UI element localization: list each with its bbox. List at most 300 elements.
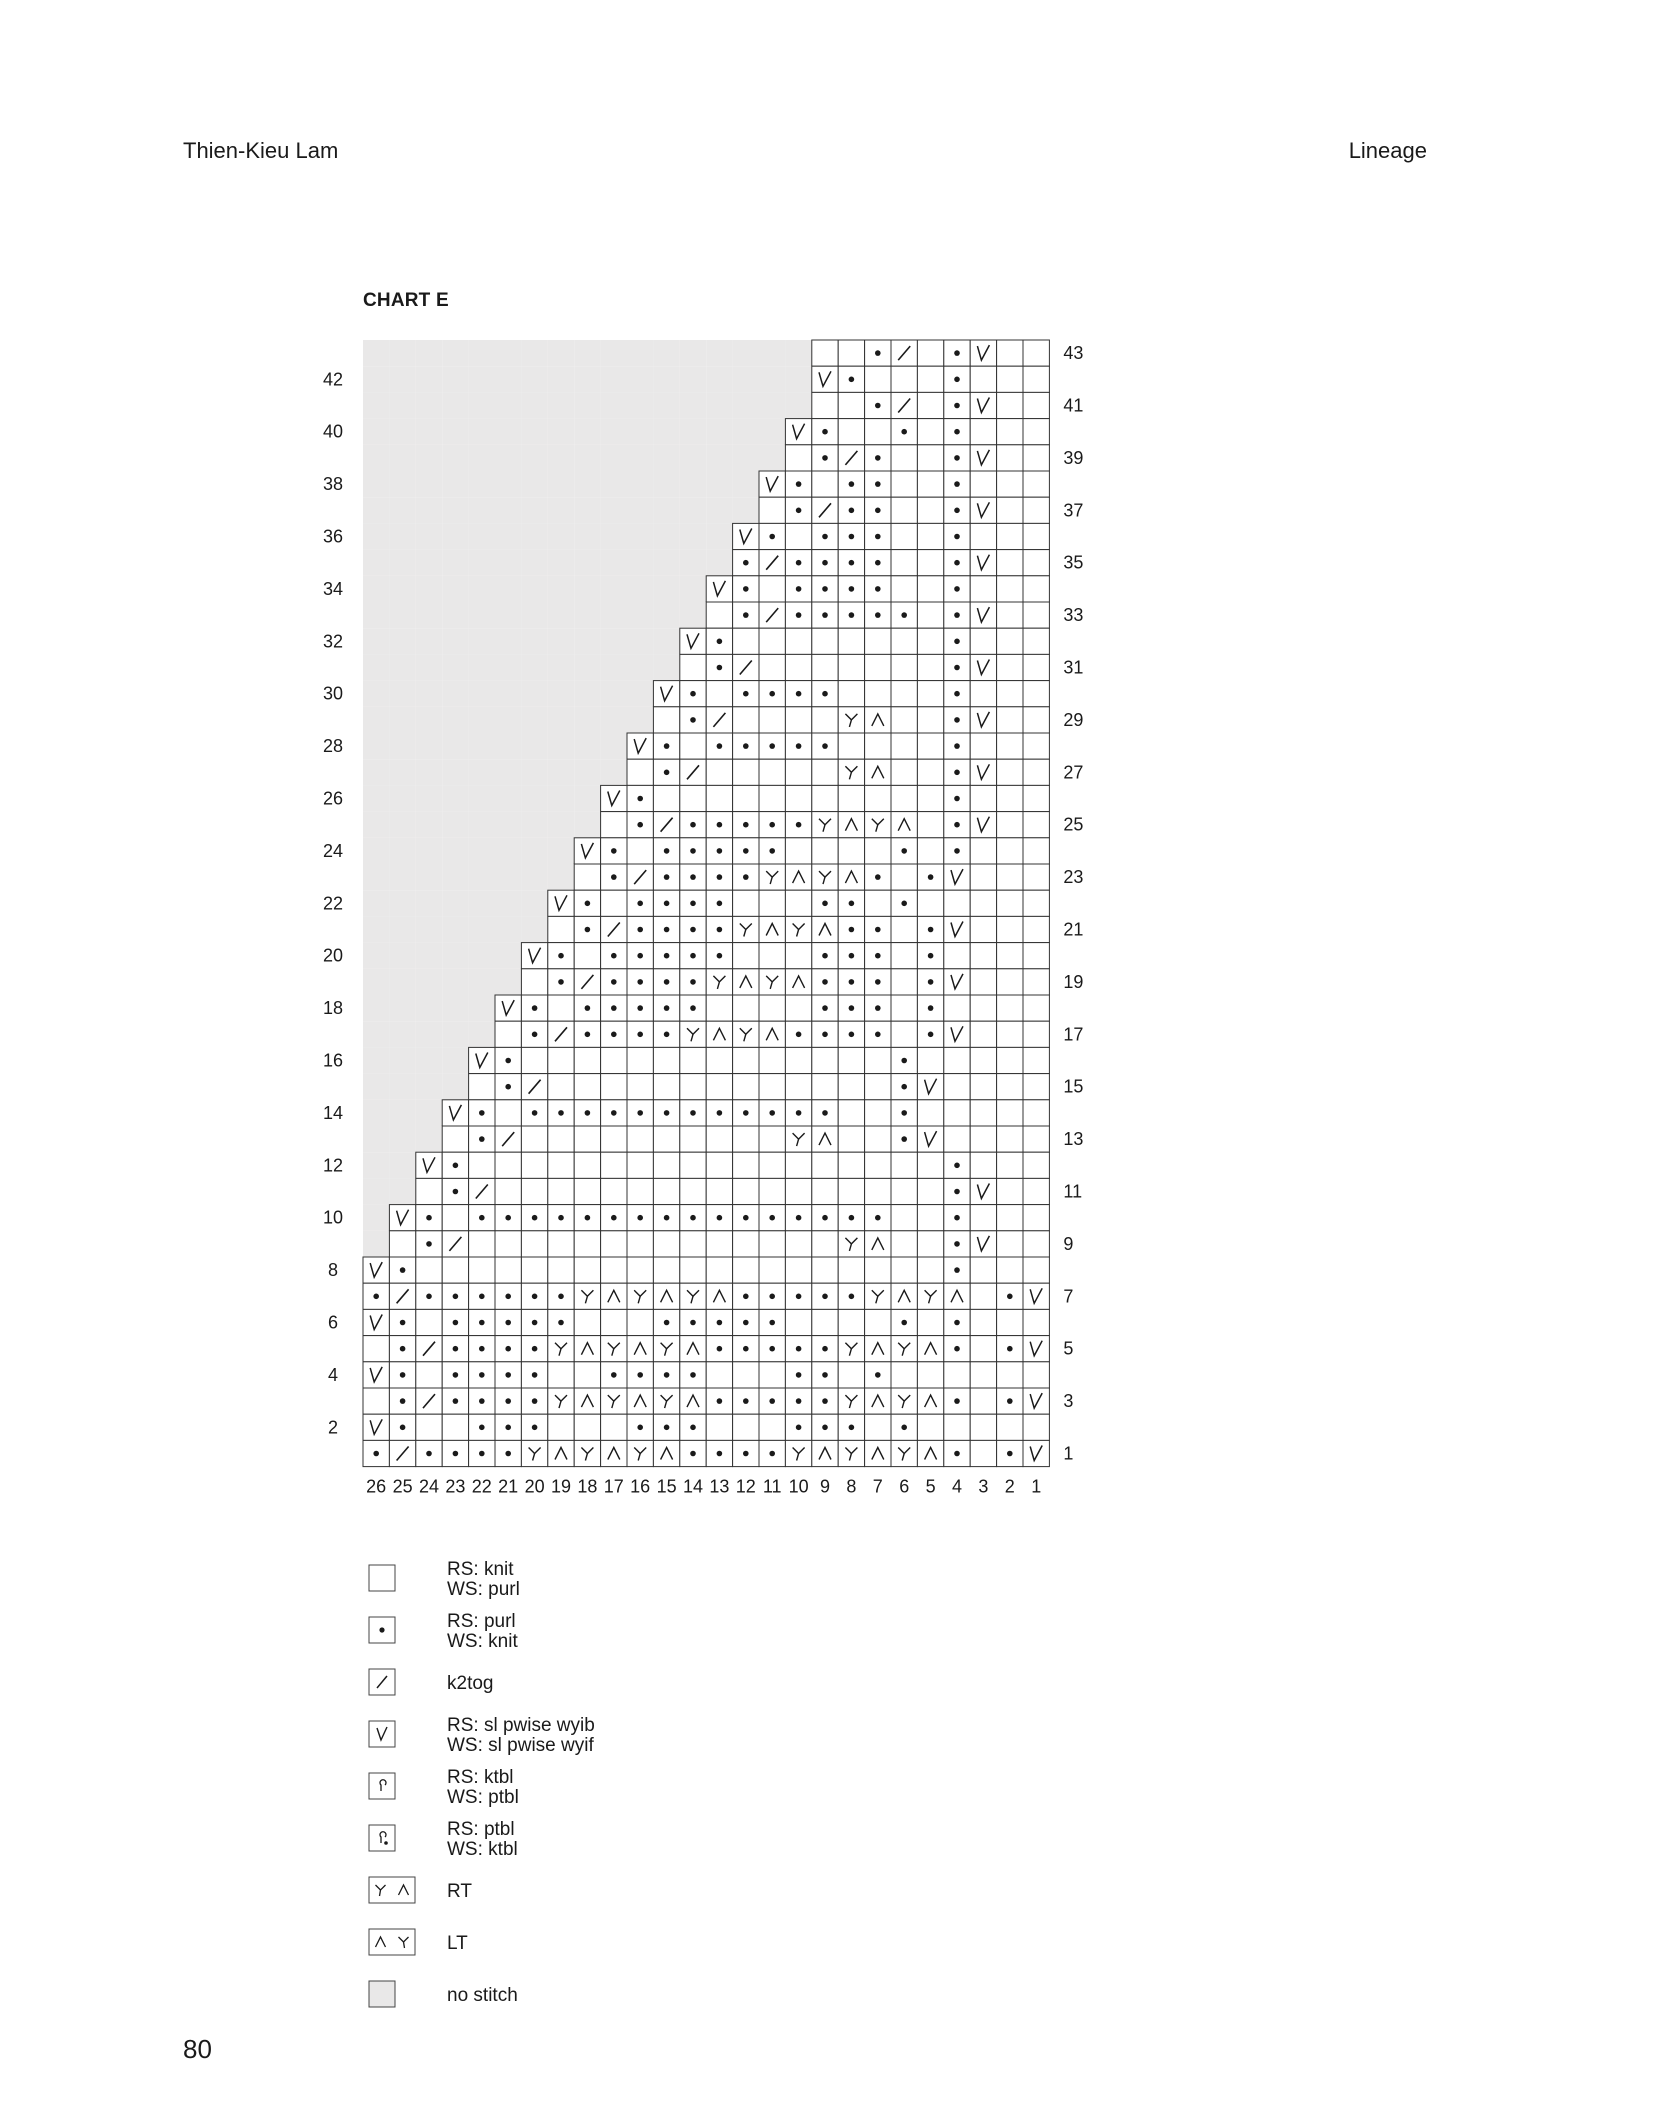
chart-cell [759,392,785,418]
chart-cell [574,1336,600,1362]
chart-cell [680,969,706,995]
chart-cell [865,497,891,523]
chart-cell [521,445,547,471]
chart-cell [521,916,547,942]
row-number-right: 23 [1063,867,1084,888]
chart-cell [812,785,838,811]
chart-cell [706,1414,732,1440]
chart-cell [495,654,521,680]
chart-cell [944,916,970,942]
chart-cell [865,995,891,1021]
chart-cell [891,1021,917,1047]
chart-cell [917,1309,943,1335]
chart-cell [469,419,495,445]
chart-cell [653,1074,679,1100]
chart-cell [891,1362,917,1388]
chart-cell [442,654,468,680]
chart-cell [363,759,389,785]
chart-cell [680,654,706,680]
chart-cell [521,785,547,811]
chart-cell [548,916,574,942]
chart-cell [627,812,653,838]
chart-cell [891,1205,917,1231]
chart-cell [469,890,495,916]
chart-cell [389,1074,415,1100]
chart-cell [733,340,759,366]
chart-cell [891,1152,917,1178]
chart-cell [785,1047,811,1073]
chart-cell [601,576,627,602]
chart-cell [706,838,732,864]
chart-cell [416,1074,442,1100]
chart-cell [997,602,1023,628]
chart-cell [917,785,943,811]
chart-cell [521,890,547,916]
chart-cell [759,419,785,445]
chart-cell [1023,497,1049,523]
row-number-left: 6 [327,1312,339,1333]
chart-cell [363,1414,389,1440]
chart-cell [838,1126,864,1152]
chart-cell [389,340,415,366]
chart-cell [1023,1100,1049,1126]
chart-cell [521,838,547,864]
chart-cell [363,707,389,733]
chart-cell [442,1388,468,1414]
chart-cell [706,1336,732,1362]
chart-cell [442,1336,468,1362]
chart-cell [706,523,732,549]
chart-cell [469,943,495,969]
chart-cell [891,785,917,811]
chart-cell [865,523,891,549]
chart-cell [759,943,785,969]
chart-cell [601,707,627,733]
legend-item-knit [368,1560,868,1600]
chart-cell [733,654,759,680]
chart-cell [627,471,653,497]
chart-cell [759,838,785,864]
chart-cell [917,1362,943,1388]
chart-cell [838,995,864,1021]
chart-cell [521,969,547,995]
chart-cell [680,1178,706,1204]
purl-symbol-icon [368,1616,394,1642]
chart-cell [970,550,996,576]
chart-cell [469,916,495,942]
column-number: 12 [735,1476,756,1497]
row-number-left: 28 [322,736,344,757]
chart-cell [970,602,996,628]
chart-cell [469,812,495,838]
chart-cell [706,681,732,707]
chart-cell [917,733,943,759]
chart-cell [891,1309,917,1335]
chart-cell [865,1074,891,1100]
chart-cell [389,1100,415,1126]
chart-cell [495,523,521,549]
chart-cell [917,1283,943,1309]
chart-cell [997,1336,1023,1362]
chart-cell [469,838,495,864]
column-number: 16 [630,1476,651,1497]
chart-cell [759,497,785,523]
chart-cell [970,1309,996,1335]
chart-cell [970,1021,996,1047]
chart-cell [601,812,627,838]
chart-cell [495,995,521,1021]
chart-cell [759,1309,785,1335]
chart-cell [521,707,547,733]
chart-cell [917,628,943,654]
chart-cell [521,1283,547,1309]
chart-cell [601,1309,627,1335]
chart-cell [363,864,389,890]
chart-cell [521,1336,547,1362]
chart-cell [706,969,732,995]
chart-cell [574,523,600,549]
chart-cell [416,1152,442,1178]
chart-cell [653,1231,679,1257]
chart-cell [944,340,970,366]
chart-cell [1023,707,1049,733]
chart-cell [627,576,653,602]
chart-cell [891,576,917,602]
chart-cell [442,1205,468,1231]
chart-cell [469,1283,495,1309]
column-number: 25 [392,1476,413,1497]
chart-cell [363,838,389,864]
chart-cell [416,523,442,549]
chart-cell [601,943,627,969]
chart-cell [706,1178,732,1204]
column-number: 7 [872,1476,883,1497]
chart-cell [653,838,679,864]
chart-cell [785,864,811,890]
chart-cell [865,1283,891,1309]
chart-cell [416,890,442,916]
chart-cell [680,916,706,942]
chart-cell [944,602,970,628]
chart-cell [706,497,732,523]
chart-cell [521,576,547,602]
chart-cell [653,890,679,916]
chart-cell [706,366,732,392]
chart-cell [416,733,442,759]
chart-cell [680,497,706,523]
chart-cell [865,550,891,576]
chart-cell [970,419,996,445]
chart-cell [812,340,838,366]
chart-cell [574,602,600,628]
chart-cell [389,445,415,471]
chart-cell [1023,1126,1049,1152]
chart-cell [891,890,917,916]
chart-cell [469,1205,495,1231]
chart-cell [997,943,1023,969]
chart-cell [759,1126,785,1152]
chart-cell [970,1205,996,1231]
row-number-right: 1 [1063,1443,1074,1464]
chart-cell [759,576,785,602]
chart-cell [548,1440,574,1466]
chart-cell [997,1126,1023,1152]
chart-cell [785,838,811,864]
chart-cell [733,628,759,654]
chart-cell [865,1257,891,1283]
chart-cell [997,838,1023,864]
chart-cell [838,1152,864,1178]
chart-cell [495,1021,521,1047]
chart-cell [944,1178,970,1204]
chart-cell [469,969,495,995]
chart-cell [997,733,1023,759]
chart-cell [733,812,759,838]
chart-cell [495,1309,521,1335]
row-number-left: 18 [322,998,344,1019]
chart-cell [601,1388,627,1414]
chart-cell [389,1309,415,1335]
chart-cell [363,1257,389,1283]
chart-cell [601,1414,627,1440]
chart-cell [363,916,389,942]
chart-cell [389,392,415,418]
chart-cell [574,812,600,838]
chart-cell [970,576,996,602]
chart-cell [548,1074,574,1100]
row-number-left: 24 [322,840,344,861]
chart-cell [838,707,864,733]
chart-cell [865,419,891,445]
chart-cell [838,1074,864,1100]
chart-cell [997,497,1023,523]
row-number-right: 5 [1063,1338,1074,1359]
chart-cell [997,759,1023,785]
chart-cell [917,1440,943,1466]
chart-cell [785,602,811,628]
chart-cell [733,1100,759,1126]
chart-cell [944,471,970,497]
chart-cell [574,1074,600,1100]
chart-cell [389,1021,415,1047]
chart-cell [733,707,759,733]
chart-cell [363,1021,389,1047]
chart-cell [733,916,759,942]
chart-cell [838,471,864,497]
chart-cell [865,707,891,733]
chart-cell [970,366,996,392]
chart-cell [733,733,759,759]
chart-cell [416,445,442,471]
chart-cell [469,759,495,785]
column-number: 5 [925,1476,936,1497]
chart-cell [891,340,917,366]
chart-cell [442,864,468,890]
chart-cell [785,916,811,942]
chart-cell [680,1100,706,1126]
chart-cell [548,340,574,366]
chart-cell [574,1257,600,1283]
row-number-right: 27 [1063,762,1084,783]
chart-cell [469,471,495,497]
chart-cell [416,550,442,576]
chart-cell [442,366,468,392]
chart-cell [970,1440,996,1466]
chart-cell [680,759,706,785]
chart-cell [759,759,785,785]
chart-cell [495,969,521,995]
chart-cell [706,340,732,366]
chart-cell [469,1388,495,1414]
chart-cell [997,1100,1023,1126]
chart-cell [363,419,389,445]
chart-cell [733,602,759,628]
row-number-right: 33 [1063,605,1084,626]
chart-cell [521,1100,547,1126]
chart-cell [785,1440,811,1466]
chart-cell [944,1362,970,1388]
chart-cell [812,1362,838,1388]
chart-cell [680,995,706,1021]
chart-cell [733,471,759,497]
chart-cell [1023,1309,1049,1335]
chart-cell [1023,916,1049,942]
chart-cell [574,943,600,969]
chart-cell [653,995,679,1021]
chart-cell [917,1231,943,1257]
chart-cell [653,1205,679,1231]
chart-cell [944,759,970,785]
chart-cell [601,733,627,759]
chart-cell [970,943,996,969]
chart-cell [706,602,732,628]
chart-cell [706,628,732,654]
chart-cell [442,1283,468,1309]
chart-cell [442,497,468,523]
chart-cell [469,1231,495,1257]
chart-cell [653,916,679,942]
chart-cell [442,890,468,916]
chart-cell [997,1021,1023,1047]
chart-cell [997,366,1023,392]
chart-cell [653,707,679,733]
chart-cell [495,1336,521,1362]
chart-cell [521,602,547,628]
chart-cell [970,995,996,1021]
chart-cell [389,943,415,969]
chart-cell [416,1388,442,1414]
chart-cell [997,812,1023,838]
chart-cell [1023,550,1049,576]
chart-cell [521,1205,547,1231]
chart-cell [838,1257,864,1283]
chart-cell [785,419,811,445]
chart-cell [970,340,996,366]
chart-cell [416,602,442,628]
chart-cell [759,1178,785,1204]
chart-cell [653,340,679,366]
chart-cell [733,1047,759,1073]
chart-cell [389,550,415,576]
chart-cell [865,628,891,654]
chart-cell [838,1021,864,1047]
chart-cell [389,628,415,654]
chart-cell [785,1336,811,1362]
chart-cell [416,654,442,680]
chart-cell [970,628,996,654]
chart-cell [574,445,600,471]
chart-cell [733,1414,759,1440]
chart-cell [785,1283,811,1309]
chart-cell [574,1388,600,1414]
chart-cell [1023,1178,1049,1204]
chart-cell [627,1388,653,1414]
chart-cell [706,812,732,838]
chart-cell [970,1414,996,1440]
chart-cell [653,366,679,392]
chart-cell [389,1440,415,1466]
column-number: 19 [550,1476,572,1497]
chart-cell [469,1362,495,1388]
chart-cell [865,864,891,890]
chart-cell [970,681,996,707]
chart-cell [997,1178,1023,1204]
chart-cell [601,890,627,916]
chart-cell [521,366,547,392]
chart-cell [944,523,970,549]
chart-cell [627,628,653,654]
chart-cell [865,1126,891,1152]
chart-cell [548,366,574,392]
chart-cell [680,392,706,418]
chart-cell [389,681,415,707]
chart-cell [706,1021,732,1047]
chart-cell [733,1336,759,1362]
chart-cell [363,1231,389,1257]
chart-cell [469,602,495,628]
chart-cell [389,419,415,445]
chart-cell [706,445,732,471]
chart-cell [970,785,996,811]
chart-cell [785,1074,811,1100]
chart-cell [944,419,970,445]
chart-cell [653,419,679,445]
chart-cell [917,1178,943,1204]
chart-cell [574,916,600,942]
nostitch-symbol-icon [368,1980,394,2006]
chart-cell [495,733,521,759]
chart-cell [653,1283,679,1309]
row-number-right: 17 [1063,1024,1084,1045]
chart-cell [706,890,732,916]
chart-cell [653,1309,679,1335]
chart-cell [997,628,1023,654]
running-header-book-title: Lineage [1348,138,1427,163]
column-number: 18 [577,1476,598,1497]
chart-cell [891,969,917,995]
chart-cell [733,943,759,969]
legend-label [447,1716,595,1756]
legend-label-line: k2tog [447,1673,494,1694]
chart-cell [706,1231,732,1257]
chart-cell [970,1231,996,1257]
chart-cell [574,681,600,707]
chart-cell [733,392,759,418]
row-number-right: 39 [1063,447,1084,468]
chart-cell [389,1178,415,1204]
chart-cell [389,602,415,628]
chart-cell [838,969,864,995]
